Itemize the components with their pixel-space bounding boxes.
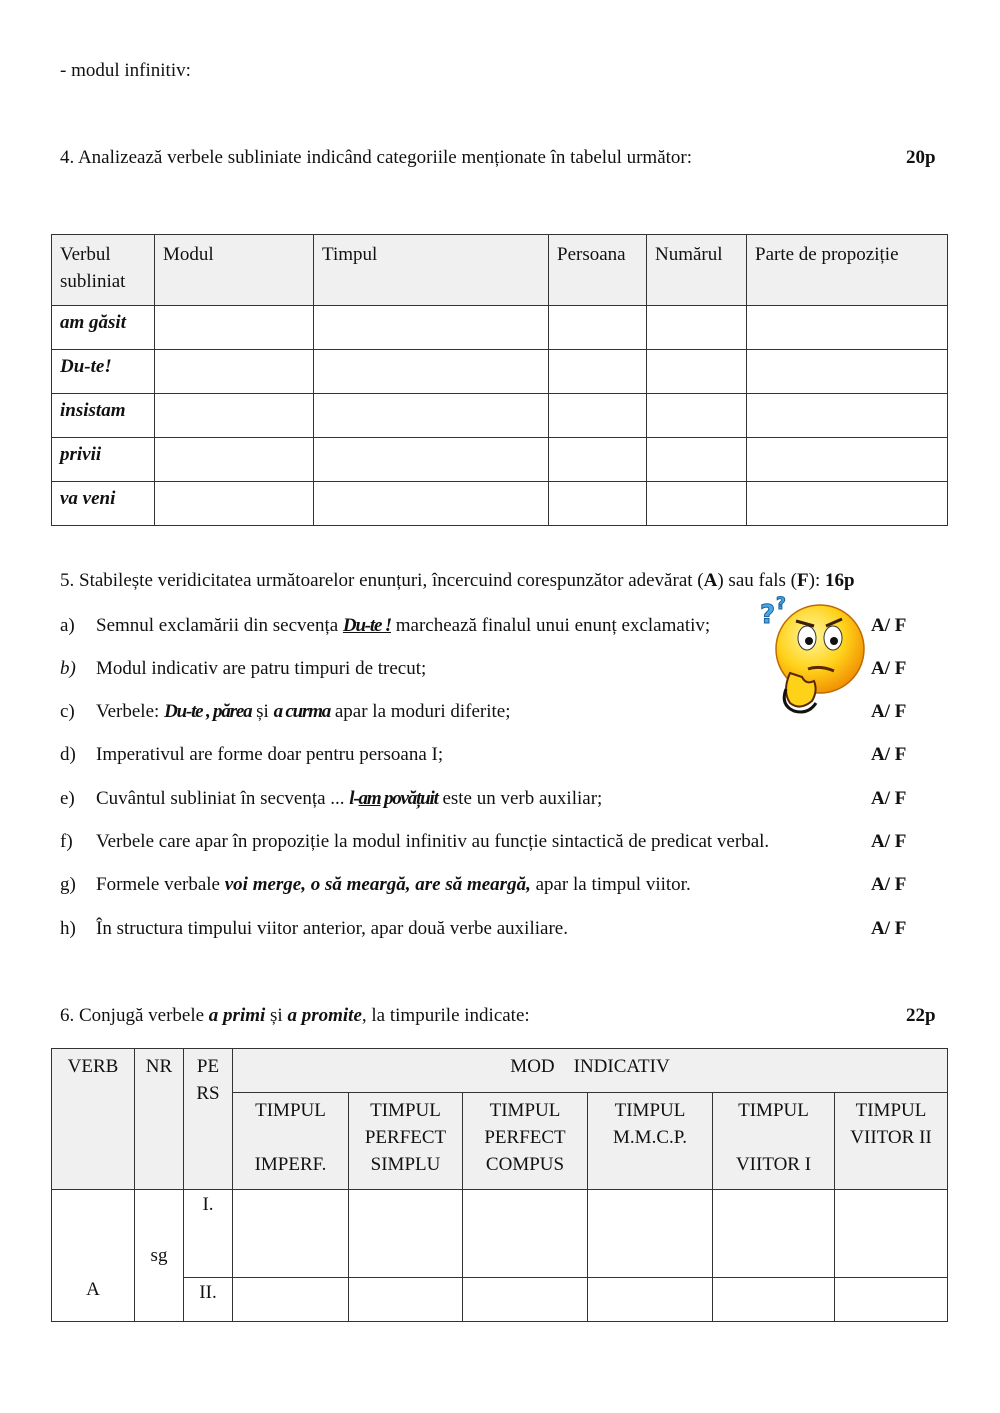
header-part-of-clause: Parte de propoziție <box>747 235 948 306</box>
statement-text <box>96 786 602 812</box>
tense-line: TIMPUL <box>489 1100 561 1121</box>
statement-part: și <box>251 701 274 722</box>
header-pers-part: RS <box>196 1083 220 1104</box>
tense-line: TIMPUL <box>370 1100 441 1121</box>
answer-cell[interactable] <box>713 1278 835 1322</box>
tense-header <box>349 1093 463 1190</box>
statement-part: Semnul exclamării din secvența <box>96 615 343 636</box>
statement-text <box>96 613 710 639</box>
statement-text <box>96 872 691 898</box>
emphasized-verbs: voi merge, o să meargă, are să meargă, <box>224 874 531 895</box>
false-letter: F <box>797 570 809 591</box>
answer-cell[interactable] <box>349 1190 463 1278</box>
statement-part: Formele verbale <box>96 874 225 895</box>
statement-text <box>96 699 511 725</box>
table-row <box>52 482 948 526</box>
answer-cell[interactable] <box>647 438 747 482</box>
q6-text-part: 6. Conjugă verbele <box>60 1005 209 1026</box>
answer-cell[interactable] <box>155 482 314 526</box>
conjugation-header-row <box>52 1049 948 1093</box>
tense-line: TIMPUL <box>855 1100 927 1121</box>
q4-text: 4. Analizează verbele subliniate indicând categoriile menționate în tabelul următor: <box>60 147 693 168</box>
q5-intro-part: ): <box>808 570 825 591</box>
true-false-choice[interactable]: A/ F <box>871 701 907 722</box>
answer-cell[interactable] <box>549 438 647 482</box>
statement-letter: e) <box>60 788 75 809</box>
answer-cell[interactable] <box>713 1190 835 1278</box>
statement-letter: c) <box>60 701 75 722</box>
statement-text: Imperativul are forme doar pentru persoana I; <box>96 744 444 765</box>
header-number: Numărul <box>647 235 747 306</box>
underlined-verb: Du-te ! <box>342 615 391 636</box>
table-row <box>52 306 948 350</box>
answer-cell[interactable] <box>314 350 549 394</box>
statement-text: Verbele care apar în propoziție la modul infinitiv au funcție sintactică de predicat verbal. <box>96 831 770 852</box>
answer-cell[interactable] <box>155 394 314 438</box>
verb-cell: privii <box>52 438 155 482</box>
number-cell: sg <box>135 1190 184 1322</box>
table-row <box>52 350 948 394</box>
statement-d <box>60 742 940 768</box>
person-cell: I. <box>184 1190 233 1278</box>
statement-part: este un verb auxiliar; <box>437 788 603 809</box>
true-false-choice[interactable]: A/ F <box>871 788 907 809</box>
statement-part: apar la moduri diferite; <box>330 701 511 722</box>
true-letter: A <box>703 570 718 591</box>
answer-cell[interactable] <box>349 1278 463 1322</box>
answer-cell[interactable] <box>647 306 747 350</box>
statement-text: Modul indicativ are patru timpuri de trecut; <box>96 658 427 679</box>
q6-text-part: și <box>265 1005 288 1026</box>
answer-cell[interactable] <box>463 1190 588 1278</box>
header-person: Persoana <box>549 235 647 306</box>
answer-cell[interactable] <box>314 394 549 438</box>
statement-part: Cuvântul subliniat în secvența ... <box>96 788 350 809</box>
tense-line: SIMPLU <box>370 1154 441 1175</box>
true-false-choice[interactable]: A/ F <box>871 831 907 852</box>
tense-line: TIMPUL <box>614 1100 686 1121</box>
answer-cell[interactable] <box>549 482 647 526</box>
verb-a-primi: a primi <box>208 1005 266 1026</box>
answer-cell[interactable] <box>747 350 948 394</box>
statement-f <box>60 829 940 855</box>
answer-cell[interactable] <box>588 1278 713 1322</box>
answer-cell[interactable] <box>647 350 747 394</box>
verb-cell: insistam <box>52 394 155 438</box>
emphasized-verbs: l- <box>349 788 359 809</box>
statement-letter: d) <box>60 744 76 765</box>
answer-cell[interactable] <box>314 306 549 350</box>
tense-line: TIMPUL <box>255 1100 326 1121</box>
answer-cell[interactable] <box>233 1190 349 1278</box>
answer-cell[interactable] <box>155 438 314 482</box>
answer-cell[interactable] <box>549 350 647 394</box>
statement-h <box>60 916 940 942</box>
tense-line: IMPERF. <box>254 1154 327 1175</box>
answer-cell[interactable] <box>588 1190 713 1278</box>
answer-cell[interactable] <box>155 350 314 394</box>
verb-cell: va veni <box>52 482 155 526</box>
answer-cell[interactable] <box>835 1278 948 1322</box>
answer-cell[interactable] <box>647 394 747 438</box>
tense-header <box>835 1093 948 1190</box>
analysis-header-row <box>52 235 948 306</box>
tense-line: PERFECT <box>364 1127 447 1148</box>
answer-cell[interactable] <box>747 306 948 350</box>
answer-cell[interactable] <box>314 438 549 482</box>
q6-text-part: , la timpurile indicate: <box>361 1005 530 1026</box>
tense-line: PERFECT <box>484 1127 566 1148</box>
q6-text <box>60 1005 530 1027</box>
statement-letter: b) <box>60 658 76 679</box>
statement-letter: f) <box>60 831 73 852</box>
tense-header <box>233 1093 349 1190</box>
svg-text:?: ? <box>760 600 776 630</box>
table-row <box>52 394 948 438</box>
q5-intro-part: 5. Stabilește veridicitatea următoarelor enunțuri, încercuind corespunzător adevărat ( <box>60 570 704 591</box>
answer-cell[interactable] <box>463 1278 588 1322</box>
thinking-face-icon <box>756 593 868 717</box>
intro-line: - modul infinitiv: <box>60 60 191 81</box>
true-false-choice[interactable]: A/ F <box>871 615 907 636</box>
statement-part: Verbele: <box>96 701 165 722</box>
true-false-choice[interactable]: A/ F <box>871 874 907 895</box>
statement-g <box>60 872 940 898</box>
answer-cell[interactable] <box>314 482 549 526</box>
tense-header <box>588 1093 713 1190</box>
q5-intro <box>60 570 855 592</box>
q5-intro-part: ) sau fals ( <box>717 570 798 591</box>
table-row <box>52 1278 948 1322</box>
tense-line: M.M.C.P. <box>613 1127 687 1148</box>
svg-text:?: ? <box>776 594 786 614</box>
statement-text: În structura timpului viitor anterior, apar două verbe auxiliare. <box>96 918 568 939</box>
header-pers-part: PE <box>196 1056 220 1077</box>
header-verb: Verbul subliniat <box>52 235 155 306</box>
underlined-verb: am <box>358 788 381 809</box>
answer-cell[interactable] <box>747 394 948 438</box>
statement-letter: h) <box>60 918 76 939</box>
person-cell: II. <box>184 1278 233 1322</box>
answer-cell[interactable] <box>747 482 948 526</box>
tense-line: VIITOR II <box>850 1127 932 1148</box>
header-verb: VERB <box>52 1049 135 1190</box>
emphasized-verbs: povățuit <box>380 788 438 809</box>
header-mood: MOD INDICATIV <box>233 1049 948 1093</box>
answer-cell[interactable] <box>747 438 948 482</box>
q6-points: 22p <box>906 1005 936 1026</box>
true-false-choice[interactable]: A/ F <box>871 918 907 939</box>
tense-header <box>463 1093 588 1190</box>
true-false-choice[interactable]: A/ F <box>871 658 907 679</box>
emphasized-verbs: Du-te , părea <box>164 701 252 722</box>
answer-cell[interactable] <box>233 1278 349 1322</box>
emphasized-verbs: a curma <box>273 701 331 722</box>
table-row <box>52 438 948 482</box>
verb-cell: A <box>52 1190 135 1322</box>
tense-header <box>713 1093 835 1190</box>
answer-cell[interactable] <box>647 482 747 526</box>
conjugation-table <box>51 1048 948 1322</box>
statement-part: apar la timpul viitor. <box>530 874 691 895</box>
header-mood: Modul <box>155 235 314 306</box>
answer-cell[interactable] <box>549 394 647 438</box>
header-tense: Timpul <box>314 235 549 306</box>
header-pers <box>184 1049 233 1190</box>
table-row <box>52 1190 948 1278</box>
statement-letter: g) <box>60 874 76 895</box>
analysis-table <box>51 234 948 526</box>
tense-line: COMPUS <box>485 1154 565 1175</box>
true-false-choice[interactable]: A/ F <box>871 744 907 765</box>
q5-points: 16p <box>824 570 855 591</box>
statement-part: marchează finalul unui enunț exclamativ; <box>391 615 711 636</box>
q4-points: 20p <box>906 147 936 168</box>
statement-e <box>60 786 940 812</box>
verb-cell: Du-te! <box>52 350 155 394</box>
answer-cell[interactable] <box>155 306 314 350</box>
header-nr: NR <box>135 1049 184 1190</box>
verb-cell: am găsit <box>52 306 155 350</box>
tense-line: VIITOR I <box>735 1154 812 1175</box>
statement-letter: a) <box>60 615 75 636</box>
tense-line: TIMPUL <box>738 1100 809 1121</box>
answer-cell[interactable] <box>835 1190 948 1278</box>
answer-cell[interactable] <box>549 306 647 350</box>
verb-a-promite: a promite <box>287 1005 362 1026</box>
